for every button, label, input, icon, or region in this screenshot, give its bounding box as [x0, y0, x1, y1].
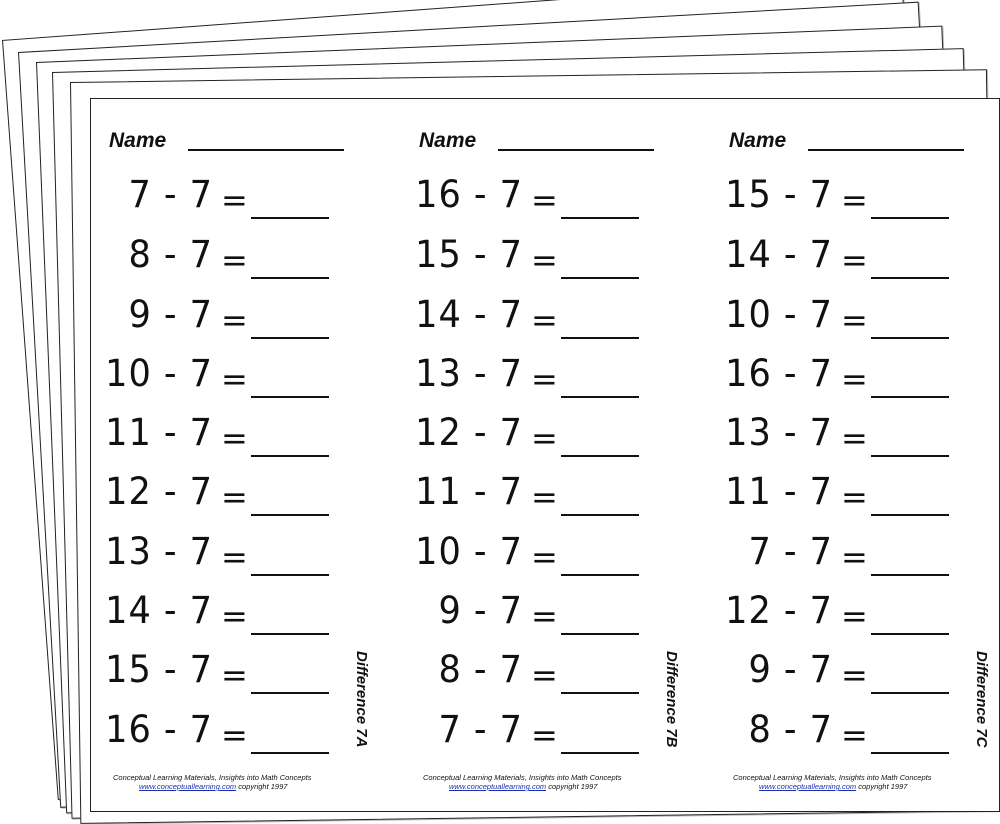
equals-sign: =: [841, 360, 868, 398]
problem-expression: 12 - 7: [105, 470, 213, 513]
answer-blank[interactable]: [251, 217, 329, 219]
answer-blank[interactable]: [561, 277, 639, 279]
problem-expression: 8 - 7: [748, 708, 833, 751]
name-label: Name: [109, 129, 167, 152]
answer-blank[interactable]: [251, 396, 329, 398]
footer-publisher: Conceptual Learning Materials, Insights into Math Concepts: [113, 773, 312, 782]
equals-sign: =: [841, 241, 868, 279]
problem-row: [91, 173, 391, 229]
problem-row: [711, 233, 1000, 289]
footer-line2: [733, 782, 931, 791]
problem-row: [711, 708, 1000, 764]
name-label: Name: [419, 129, 477, 152]
footer-url-link[interactable]: www.conceptuallearning.com: [759, 782, 857, 791]
equals-sign: =: [221, 597, 248, 635]
problem-row: [401, 411, 701, 467]
answer-blank[interactable]: [871, 752, 949, 754]
problem-expression: 13 - 7: [415, 352, 523, 395]
problem-row: [91, 352, 391, 408]
answer-blank[interactable]: [561, 337, 639, 339]
problem-expression: 13 - 7: [105, 530, 213, 573]
answer-blank[interactable]: [561, 217, 639, 219]
answer-blank[interactable]: [251, 633, 329, 635]
answer-blank[interactable]: [871, 455, 949, 457]
name-blank-line[interactable]: [808, 149, 964, 151]
problem-row: [401, 470, 701, 526]
problem-expression: 7 - 7: [748, 530, 833, 573]
problem-row: [91, 470, 391, 526]
answer-blank[interactable]: [561, 692, 639, 694]
problem-row: [91, 293, 391, 349]
answer-blank[interactable]: [871, 633, 949, 635]
problem-expression: 16 - 7: [105, 708, 213, 751]
answer-blank[interactable]: [561, 752, 639, 754]
front-worksheet-page: [90, 98, 1000, 812]
answer-blank[interactable]: [251, 337, 329, 339]
problem-row: [401, 530, 701, 586]
equals-sign: =: [841, 181, 868, 219]
answer-blank[interactable]: [251, 514, 329, 516]
answer-blank[interactable]: [561, 455, 639, 457]
problem-row: [401, 648, 701, 704]
problem-row: [711, 411, 1000, 467]
problem-expression: 9 - 7: [128, 293, 213, 336]
equals-sign: =: [221, 181, 248, 219]
footer-copyright: copyright 1997: [238, 782, 288, 791]
equals-sign: =: [221, 419, 248, 457]
problem-row: [711, 589, 1000, 645]
equals-sign: =: [841, 419, 868, 457]
equals-sign: =: [221, 478, 248, 516]
equals-sign: =: [531, 360, 558, 398]
problem-row: [711, 293, 1000, 349]
problem-row: [91, 233, 391, 289]
worksheet-id-label: Difference 7C: [973, 651, 990, 748]
answer-blank[interactable]: [871, 514, 949, 516]
problem-row: [401, 173, 701, 229]
equals-sign: =: [841, 656, 868, 694]
equals-sign: =: [531, 716, 558, 754]
problem-row: [711, 648, 1000, 704]
answer-blank[interactable]: [561, 574, 639, 576]
answer-blank[interactable]: [561, 396, 639, 398]
answer-blank[interactable]: [871, 337, 949, 339]
equals-sign: =: [531, 478, 558, 516]
problem-row: [401, 352, 701, 408]
name-row: [419, 129, 654, 153]
worksheet-id-label: Difference 7A: [353, 651, 370, 748]
problem-row: [91, 648, 391, 704]
problem-row: [401, 293, 701, 349]
problem-row: [91, 530, 391, 586]
answer-blank[interactable]: [871, 217, 949, 219]
problem-expression: 11 - 7: [105, 411, 213, 454]
equals-sign: =: [221, 301, 248, 339]
equals-sign: =: [531, 419, 558, 457]
problem-row: [711, 173, 1000, 229]
problem-expression: 7 - 7: [128, 173, 213, 216]
problem-row: [711, 352, 1000, 408]
footer-publisher: Conceptual Learning Materials, Insights into Math Concepts: [733, 773, 932, 782]
problem-expression: 11 - 7: [725, 470, 833, 513]
name-label: Name: [729, 129, 787, 152]
problem-expression: 9 - 7: [748, 648, 833, 691]
footer: [113, 773, 311, 791]
problem-expression: 13 - 7: [725, 411, 833, 454]
answer-blank[interactable]: [251, 455, 329, 457]
problem-row: [401, 233, 701, 289]
equals-sign: =: [531, 301, 558, 339]
problem-expression: 10 - 7: [725, 293, 833, 336]
equals-sign: =: [531, 597, 558, 635]
problem-expression: 12 - 7: [415, 411, 523, 454]
worksheet-column: [401, 99, 711, 811]
worksheet-column: [91, 99, 401, 811]
footer-url-link[interactable]: www.conceptuallearning.com: [139, 782, 237, 791]
equals-sign: =: [841, 538, 868, 576]
answer-blank[interactable]: [871, 277, 949, 279]
problem-row: [711, 470, 1000, 526]
problem-expression: 16 - 7: [415, 173, 523, 216]
worksheet-id-label: Difference 7B: [663, 651, 680, 748]
name-blank-line[interactable]: [498, 149, 654, 151]
problem-expression: 16 - 7: [725, 352, 833, 395]
problem-expression: 8 - 7: [438, 648, 523, 691]
equals-sign: =: [221, 538, 248, 576]
footer-url-link[interactable]: www.conceptuallearning.com: [449, 782, 547, 791]
problem-expression: 15 - 7: [415, 233, 523, 276]
worksheet-column: [711, 99, 1000, 811]
problem-expression: 14 - 7: [105, 589, 213, 632]
equals-sign: =: [841, 597, 868, 635]
problem-expression: 12 - 7: [725, 589, 833, 632]
problem-expression: 9 - 7: [438, 589, 523, 632]
equals-sign: =: [221, 241, 248, 279]
answer-blank[interactable]: [561, 514, 639, 516]
answer-blank[interactable]: [251, 277, 329, 279]
footer: [733, 773, 931, 791]
answer-blank[interactable]: [871, 692, 949, 694]
footer-line2: [113, 782, 311, 791]
equals-sign: =: [221, 656, 248, 694]
name-row: [109, 129, 344, 153]
footer-publisher: Conceptual Learning Materials, Insights into Math Concepts: [423, 773, 622, 782]
problem-expression: 10 - 7: [415, 530, 523, 573]
footer-line2: [423, 782, 621, 791]
equals-sign: =: [531, 538, 558, 576]
equals-sign: =: [841, 478, 868, 516]
problem-expression: 8 - 7: [128, 233, 213, 276]
problem-expression: 15 - 7: [725, 173, 833, 216]
problem-expression: 11 - 7: [415, 470, 523, 513]
answer-blank[interactable]: [251, 752, 329, 754]
problem-expression: 14 - 7: [415, 293, 523, 336]
equals-sign: =: [841, 716, 868, 754]
answer-blank[interactable]: [871, 396, 949, 398]
problem-expression: 14 - 7: [725, 233, 833, 276]
name-row: [729, 129, 964, 153]
equals-sign: =: [221, 360, 248, 398]
problem-row: [711, 530, 1000, 586]
footer-copyright: copyright 1997: [858, 782, 908, 791]
answer-blank[interactable]: [561, 633, 639, 635]
problem-expression: 7 - 7: [438, 708, 523, 751]
equals-sign: =: [841, 301, 868, 339]
problem-row: [91, 411, 391, 467]
footer-copyright: copyright 1997: [548, 782, 598, 791]
equals-sign: =: [531, 656, 558, 694]
equals-sign: =: [531, 181, 558, 219]
problem-row: [401, 708, 701, 764]
equals-sign: =: [221, 716, 248, 754]
answer-blank[interactable]: [251, 692, 329, 694]
problem-row: [401, 589, 701, 645]
answer-blank[interactable]: [251, 574, 329, 576]
problem-row: [91, 708, 391, 764]
answer-blank[interactable]: [871, 574, 949, 576]
name-blank-line[interactable]: [188, 149, 344, 151]
footer: [423, 773, 621, 791]
equals-sign: =: [531, 241, 558, 279]
problem-row: [91, 589, 391, 645]
problem-expression: 10 - 7: [105, 352, 213, 395]
problem-expression: 15 - 7: [105, 648, 213, 691]
